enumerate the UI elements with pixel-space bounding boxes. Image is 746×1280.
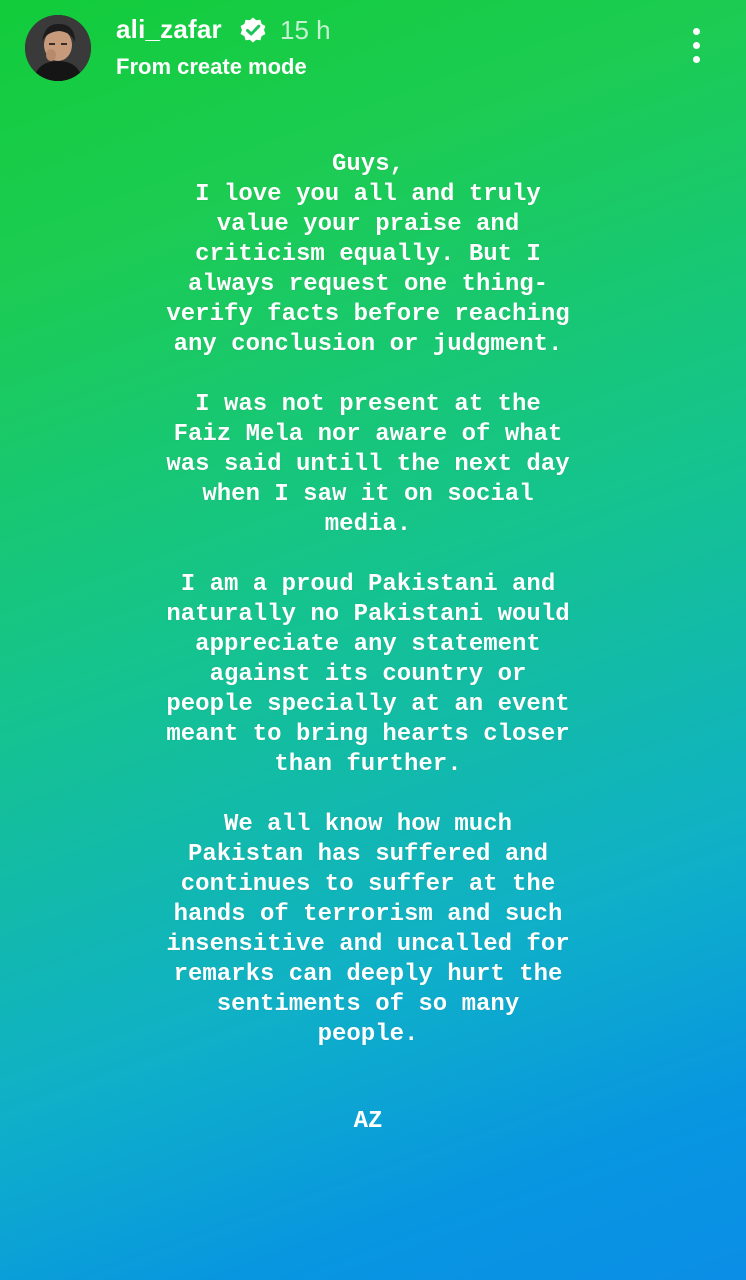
username[interactable]: ali_zafar	[116, 14, 222, 44]
post-time: 15 h	[280, 15, 331, 45]
story-paragraph: I was not present at the Faiz Mela nor aware of what was said untill the next day when I saw it on social media.	[166, 391, 570, 538]
story-signature: AZ	[353, 1108, 383, 1135]
story-text	[120, 150, 616, 1050]
verified-badge-icon	[238, 16, 268, 46]
story-paragraph: We all know how much Pakistan has suffered and continues to suffer at the hands of terrorism and such insensitive and uncalled for remarks can deeply hurt the sentiments of so many people.	[166, 811, 570, 1048]
avatar[interactable]	[25, 15, 91, 81]
more-vertical-icon	[693, 28, 700, 35]
story-paragraph: I am a proud Pakistani and naturally no Pakistani would appreciate any statement against its country or people specially at an event meant to bring hearts closer than further.	[166, 571, 570, 778]
avatar-image	[25, 15, 91, 81]
more-vertical-icon	[693, 42, 700, 49]
story-subtitle: From create mode	[116, 54, 307, 79]
more-vertical-icon	[693, 56, 700, 63]
more-options-button[interactable]	[680, 24, 714, 68]
story-paragraph: Guys, I love you all and truly value your praise and criticism equally. But I always request one thing- verify facts before reaching any conclusion or judgment.	[166, 151, 570, 358]
story-header	[0, 0, 746, 100]
